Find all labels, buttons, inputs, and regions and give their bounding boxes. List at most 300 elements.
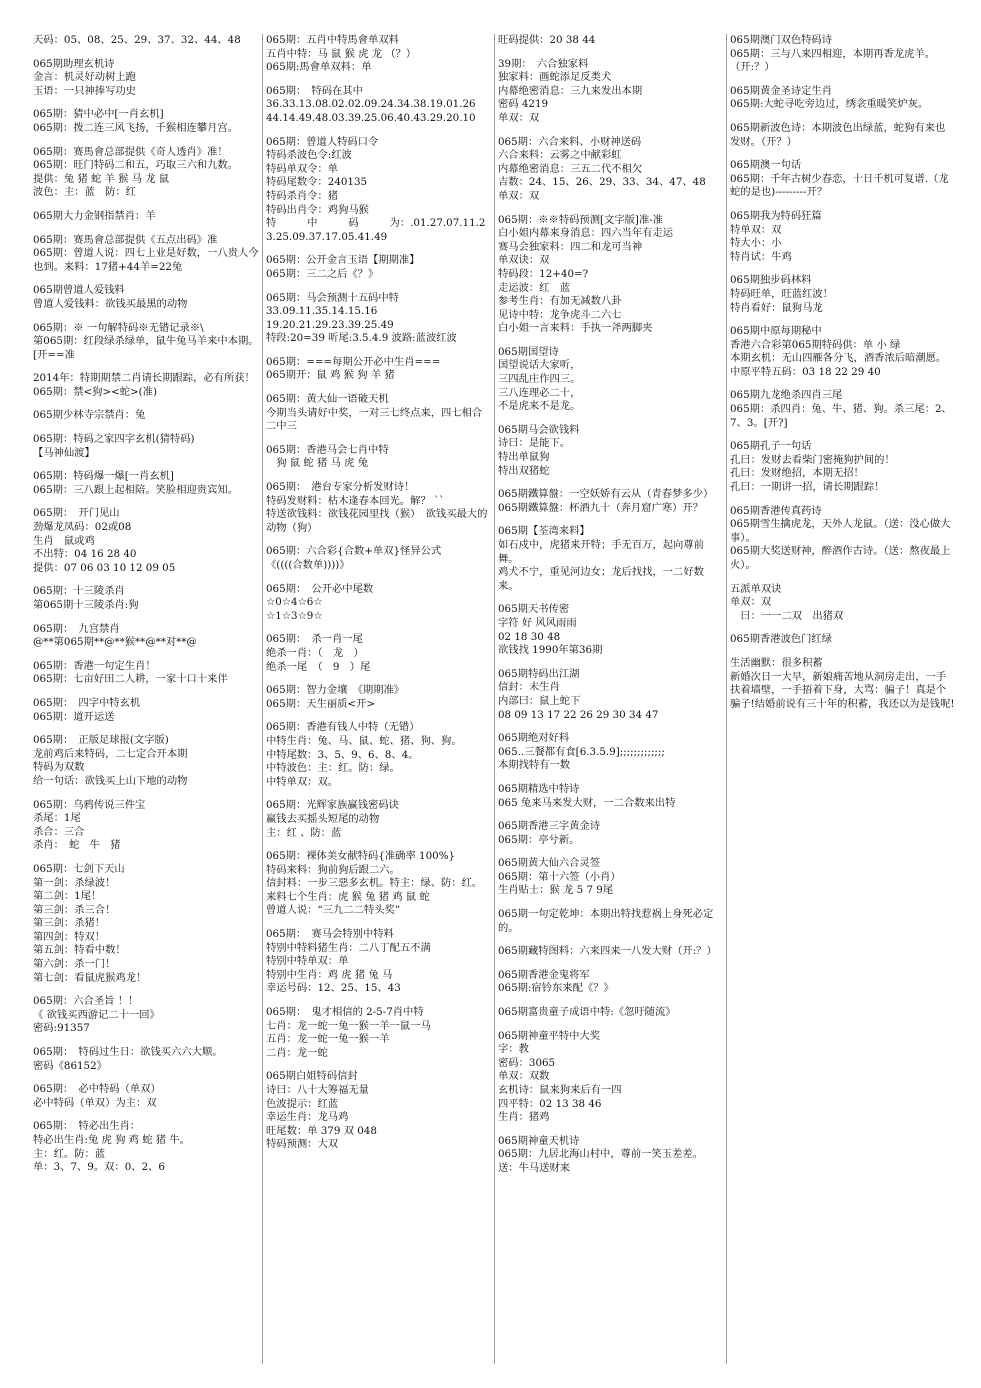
text-line: 单双：双数 — [498, 1070, 550, 1083]
text-block — [498, 34, 723, 48]
text-line: 065期大奖送财神，醉酒作古诗。（送：熬夜最上火）。 — [730, 545, 951, 571]
text-column — [494, 34, 726, 1364]
text-line: 金言：机灵好动树上跑 — [33, 71, 136, 84]
text-block — [498, 945, 723, 959]
text-line: 065期：光辉家族赢钱密码诀 — [266, 799, 399, 812]
text-line: 五派单双诀 — [730, 582, 782, 595]
text-line: 065期少林寺宗禁肖：兔 — [33, 409, 146, 422]
text-block — [730, 122, 955, 149]
text-block — [266, 545, 491, 572]
text-line: 特出单鼠狗 — [498, 451, 550, 464]
text-line: 065期：特码之家四字玄机(猜特码) — [33, 433, 195, 446]
text-line: 波色：主：蓝 防：红 — [33, 186, 136, 199]
text-line: 特大小：小 — [730, 237, 782, 250]
text-line: 幸运生肖：龙马鸡 — [266, 1111, 349, 1124]
text-line: 065期独步码林料 — [730, 274, 812, 287]
text-line: 065期：杀四肖：兔、牛、猪、狗。杀三尾：2、7、3。[开?] — [730, 403, 952, 429]
text-line: 065期：天生丽质<开> — [266, 697, 375, 710]
text-line: 杀合：三合 — [33, 825, 85, 838]
text-line: 065期： 杀一肖一尾 — [266, 633, 363, 646]
text-line: 39期： 六合独家料 — [498, 57, 589, 70]
text-block — [498, 668, 723, 722]
text-line: 065期：十三陵杀肖 — [33, 585, 125, 598]
text-block — [498, 1006, 723, 1020]
text-line: 065期：※ 一句解特码※无错记录※\ — [33, 321, 204, 334]
text-line: 单双：双 — [498, 189, 540, 202]
text-line: 单：3、7、9。双：0、2、6 — [33, 1161, 165, 1174]
text-line: 065期马会欲钱料 — [498, 423, 580, 436]
text-line: 特别中生肖：鸡 虎 猪 兔 马 — [266, 968, 393, 981]
text-line: 065期：香港马会七肖中特 — [266, 443, 389, 456]
text-line: 特段:20=39 听尾:3.5.4.9 波路:蓝波红波 — [266, 332, 457, 345]
text-line: 杀肖： 蛇 牛 猪 — [33, 839, 121, 852]
text-line: 065期鐵算盤：杯酒九十（奔月窟广寒）开？ — [498, 501, 703, 514]
text-block — [33, 108, 259, 135]
text-line: 香港六合彩第065期特码供：单 小 绿 — [730, 338, 901, 351]
text-line: 赛马会独家料：四二和龙可当神 — [498, 240, 643, 253]
text-line: 生肖：猪鸡 — [498, 1111, 550, 1124]
text-block — [498, 603, 723, 657]
text-line: 走运波：红 蓝 — [498, 281, 571, 294]
text-line: 如石戍中，虎猪来开特；手无百万，起向尊前舞。 — [498, 539, 704, 565]
text-line: 065期：曾道人说：四七上业是好数，一八贵人今也到。来料：17猪+44羊=22兔 — [33, 247, 259, 273]
text-line: 065期： 鬼才相信的 2-5-7肖中特 — [266, 1006, 424, 1019]
text-block — [266, 85, 491, 126]
text-line: 065期：※※特码预测[文字版]准-准 — [498, 213, 664, 226]
text-line: 065期白姐特码信封 — [266, 1070, 358, 1083]
text-line: 旺码提供：20 38 44 — [498, 34, 596, 46]
text-line: 065期【荃湾来料】 — [498, 525, 590, 538]
text-line: 中特单双：双。 — [266, 775, 339, 788]
text-line: 中特波色：主：红。防：绿。 — [266, 762, 400, 775]
text-line: 孔曰：发财绝招，本期无招！ — [730, 467, 864, 480]
text-line: 065期开：鼠 鸡 猴 狗 羊 猪 — [266, 369, 395, 382]
text-line: 第三剑：杀猪！ — [33, 917, 106, 930]
text-line: 特码来料：狗前狗后跟二六。 — [266, 863, 400, 876]
text-line: 特码杀波色令:红波 — [266, 149, 352, 162]
text-block — [266, 444, 491, 471]
text-line: 065期曾道人爱钱料 — [33, 284, 125, 297]
text-line: 绝杀一尾 （ 9 ）尾 — [266, 660, 371, 673]
text-block — [266, 254, 491, 281]
text-line: 《((((合数单))))》 — [266, 559, 350, 571]
text-line: 信封料：一步三惡多玄机。特主：绿、防：红。 — [266, 877, 483, 890]
text-block — [266, 292, 491, 346]
text-block — [33, 210, 259, 224]
text-line: 44.14.49.48.03.39.25.06.40.43.29.20.10 — [266, 111, 476, 124]
text-line: 六合来料：云雾之中献彩虹 — [498, 149, 622, 162]
text-line: 主：红 、防：蓝 — [266, 826, 342, 839]
text-line: 特码发财料：枯木逢春本回光。解？ `` — [266, 494, 445, 507]
text-line: 三八连理必二十， — [498, 386, 581, 399]
text-line: 065期天书传密 — [498, 603, 570, 616]
text-line: 065期： 特码过生日：欲钱买六六大顺。 — [33, 1046, 223, 1059]
text-line: ☆1☆3☆9☆ — [266, 609, 323, 622]
text-line: 19.20.21.29.23.39.25.49 — [266, 318, 394, 331]
text-line: 五肖：龙一蛇一兔一猴一羊 — [266, 1033, 390, 1046]
text-line: 065期：道开运送 — [33, 710, 115, 723]
text-line: 特肖看好：鼠狗马龙 — [730, 301, 823, 314]
text-block — [498, 214, 723, 336]
text-block — [730, 274, 955, 315]
text-line: 特码预测：大双 — [266, 1138, 339, 1151]
text-block — [266, 928, 491, 996]
text-line: 特码杀肖令：猪 — [266, 189, 339, 202]
text-line: 065期：公开金言玉语【期期准】 — [266, 254, 420, 267]
text-line: 见诗中特：龙争虎斗二六七 — [498, 308, 622, 321]
text-block — [33, 34, 259, 48]
text-block — [498, 783, 723, 810]
text-block — [33, 322, 259, 363]
text-block — [266, 583, 491, 624]
text-line: 特码尾数令：240135 — [266, 176, 368, 189]
text-line: 065期：七剑下天山 — [33, 862, 125, 875]
text-block — [266, 393, 491, 434]
text-line: 065期澳一句话 — [730, 159, 802, 172]
text-block — [266, 1006, 491, 1060]
text-line: 特送欲钱料：欲钱花园里找（猴） 欲钱买最大的动物（狗） — [266, 508, 488, 534]
text-block — [498, 908, 723, 935]
text-line: 五肖中特：马 鼠 猴 虎 龙 （？） — [266, 47, 417, 60]
text-line: 中特生肖：兔、马、鼠、蛇、猪、狗、狗。 — [266, 734, 462, 747]
text-line: 065期：赛馬會总部提供《奇人透肖》准！ — [33, 145, 228, 158]
text-line: 065期：七亩好田二人耕，一家十口十来伴 — [33, 673, 228, 686]
text-line: 065期：香港一句定生肖！ — [33, 659, 156, 672]
text-block — [266, 34, 491, 75]
text-block — [33, 585, 259, 612]
text-line: 中原平特五码：03 18 22 29 40 — [730, 365, 881, 378]
text-line: 给一句话：欲钱买上山下地的动物 — [33, 774, 188, 787]
text-block — [498, 1030, 723, 1125]
text-block — [33, 470, 259, 497]
text-line: 065期：三与八来四相迎，本期再香龙虎羊。（开:？） — [730, 47, 935, 74]
text-line: 065期： 赛马会特别中特料 — [266, 928, 394, 941]
text-line: 第二剑：1尾！ — [33, 890, 102, 903]
text-block — [498, 732, 723, 773]
text-line: 065期新波色诗：本期波色出绿蓝，蛇狗有来也发财。（开？） — [730, 121, 946, 148]
text-line: 吉数：24、15、26、29、33、34、47、48 — [498, 176, 706, 189]
text-block — [266, 136, 491, 245]
text-line: 065期： 九宫禁肖 — [33, 622, 120, 635]
text-block — [730, 325, 955, 379]
text-block — [498, 136, 723, 204]
text-line: 065..三餐都有食[6.3.5.9];;;;;;;;;;;;; — [498, 745, 665, 758]
text-line: 生肖贴士：猴 龙 5 7 9尾 — [498, 884, 614, 897]
text-block — [266, 481, 491, 535]
text-line: 065期：六合来料、小财神送码 — [498, 135, 642, 148]
text-line: 单双诀：双 — [498, 254, 550, 267]
text-line: ☆0☆4☆6☆ — [266, 596, 323, 609]
text-block — [498, 525, 723, 593]
text-line: 龙前鸡后来特码，二七定合开本期 — [33, 747, 188, 760]
text-block — [33, 623, 259, 650]
text-line: 第065期：红段绿杀绿单，鼠牛兔马羊来中本期。[开==准 — [33, 335, 259, 361]
text-line: 065期：===每期公开必中生肖=== — [266, 355, 441, 368]
text-block — [33, 146, 259, 200]
text-line: 065期中原每期秘中 — [730, 325, 822, 338]
text-line: 【马神仙渡】 — [33, 446, 95, 459]
text-line: 065期：裸体美女献特码{准确率 100%} — [266, 850, 456, 863]
text-line: 065期黄金圣诗定生肖 — [730, 84, 833, 97]
text-line: 密码《86152》 — [33, 1059, 107, 1072]
text-line: 特码出肖令：鸡狗马猴 — [266, 203, 369, 216]
text-block — [498, 820, 723, 847]
text-line: 必中特码（单双）为主：双 — [33, 1096, 157, 1109]
text-line: 065期鐵算盤：一空妖娇有云从（青春梦多少） — [498, 488, 714, 501]
text-line: 孔曰：发财去看柴门密掩狗护间的！ — [730, 453, 895, 466]
text-line: 特肖试：牛鸡 — [730, 250, 792, 263]
text-block — [266, 1070, 491, 1152]
text-line: 065期：五肖中特馬會单双料 — [266, 34, 399, 46]
text-line: 杀尾：1尾 — [33, 812, 81, 825]
text-block — [33, 1083, 259, 1110]
text-block — [33, 863, 259, 985]
newspaper-page — [30, 34, 960, 1364]
text-line: 065期大力金钢指禁肖：羊 — [33, 209, 156, 222]
text-block — [498, 1135, 723, 1176]
text-line: 36.33.13.08.02.02.09.24.34.38.19.01.26 — [266, 98, 476, 111]
text-block — [33, 799, 259, 853]
text-line: 本期找特有一数 — [498, 759, 571, 772]
text-line: 065 兔来马来发大财，一二合数来出特 — [498, 796, 676, 809]
text-line: 内幕绝密消息：三九来发出本期 — [498, 84, 643, 97]
text-line: 065期： 正版足球报(文字版) — [33, 734, 169, 747]
text-line: 065期： 特码在其中 — [266, 84, 363, 97]
text-line: 字符 好 风风雨雨 — [498, 616, 577, 629]
text-column — [30, 34, 262, 1364]
text-line: 单双：双 — [730, 596, 772, 609]
text-line: 065期香港三字黄金诗 — [498, 820, 601, 833]
text-line: 四平特：02 13 38 46 — [498, 1097, 602, 1110]
text-block — [730, 583, 955, 624]
text-block — [33, 372, 259, 399]
text-line: 33.09.11.35.14.15.16 — [266, 305, 378, 318]
text-block — [33, 507, 259, 575]
text-line: 密码 4219 — [498, 98, 549, 111]
text-line: 065期：千年古树少春恋，十日千机可复谱.（龙蛇的是也)---------开？ — [730, 172, 949, 199]
text-line: 065期特码出江湖 — [498, 667, 580, 680]
text-block — [730, 34, 955, 75]
text-block — [498, 969, 723, 996]
text-block — [33, 284, 259, 311]
text-line: 曰：一一二双 出猪双 — [730, 609, 844, 622]
text-line: @**第065期**@**猴**@**对**@ — [33, 636, 197, 649]
text-line: 孔曰：一期讲一招，请长期跟踪！ — [730, 481, 885, 494]
text-line: 生活幽默：很多积蓄 — [730, 656, 823, 669]
text-line: 065期：九居北海山村中，尊前一笑玉差差。 送：牛马送财来 — [498, 1148, 709, 1174]
text-line: 065期：猜中必中[一肖玄机] — [33, 108, 164, 121]
text-line: 065期我为特码狂篇 — [730, 209, 822, 222]
text-line: 七肖：龙一蛇一兔一猴一羊一鼠一马 — [266, 1019, 431, 1032]
text-line: 玉语：一只神捧写功史 — [33, 84, 136, 97]
text-line: 劲爆龙凤码：02或08 — [33, 521, 132, 534]
text-line: 新婚次日一大早，新娘痛苦地从洞房走出，一手扶着墙壁，一手捂着下身，大骂：骗子！真是个骗子!结婚前说有三十年的积蓄，我还以为是钱呢! — [730, 670, 955, 710]
text-block — [266, 721, 491, 789]
text-line: 065期精选中特诗 — [498, 782, 580, 795]
text-line: 绝杀一肖：（ 龙 ） — [266, 646, 364, 659]
text-line: 不出特：04 16 28 40 — [33, 548, 137, 561]
text-line: 065期：亭兮新。 — [498, 833, 580, 846]
text-line: 单双：双 — [498, 111, 540, 124]
text-block — [266, 356, 491, 383]
text-line: 特码为双数 — [33, 761, 85, 774]
text-line: 065期一句定乾坤：本期出特找惹祸上身死必定的。 — [498, 908, 714, 934]
text-block — [33, 58, 259, 99]
text-line: 065期香港波色门红绿 — [730, 633, 833, 646]
text-line: 提供：07 06 03 10 12 09 05 — [33, 561, 176, 574]
text-line: 065期： 公开必中尾数 — [266, 582, 374, 595]
text-block — [33, 409, 259, 423]
text-line: 特 中 码 为：.01.27.07.11.23.25.09.37.17.05.41.49 — [266, 217, 486, 243]
text-block — [33, 1120, 259, 1174]
text-line: 第065期十三陵杀肖:狗 — [33, 599, 139, 611]
text-line: 曾道人爱钱料：欲钱买最黑的动物 — [33, 297, 188, 310]
text-line: 特别中特料猪生肖：二八丁配五不满 — [266, 941, 431, 954]
text-line: 065期：三八跟上起相陪。笑脸相迎贵宾知。 — [33, 483, 238, 496]
text-line: 幸运号码：12、25、15、43 — [266, 982, 401, 995]
text-line: 2014年：特期期禁二肖请长期跟踪，必有所获！ — [33, 372, 255, 385]
text-line: 065期香港金鬼将军 — [498, 968, 590, 981]
text-line: 狗 鼠 蛇 猪 马 虎 兔 — [266, 457, 369, 470]
text-block — [498, 346, 723, 414]
text-line: 提供：兔 猪 蛇 羊 猴 马 龙 鼠 — [33, 172, 170, 185]
text-line: 特码单双令：单 — [266, 162, 339, 175]
text-block — [498, 58, 723, 126]
text-block — [730, 505, 955, 573]
text-line: 065期： 开门见山 — [33, 507, 120, 520]
text-line: 065期国望诗 — [498, 345, 559, 358]
text-block — [33, 433, 259, 460]
text-line: 065期藏特图料：六来四来一八发大财（开:？） — [498, 945, 717, 958]
text-block — [730, 210, 955, 264]
text-line: 特码旺单，旺蓝红波！ — [730, 287, 833, 300]
text-line: 065期九龙绝杀四肖三尾 — [730, 389, 843, 402]
text-line: 065期黄大仙六合灵签 — [498, 857, 601, 870]
text-line: 鸡犬不宁，重见河边女；龙后找找，一二好数来。 — [498, 566, 704, 592]
text-line: 065期：特码爆一爆[一肖玄机] — [33, 470, 174, 483]
text-block — [33, 697, 259, 724]
text-line: 第五剑：特看中数！ — [33, 944, 126, 957]
text-line: 信封：未生肖 — [498, 681, 560, 694]
text-line: 065期雪生擒虎龙，天外人龙鼠。（送：没心做大事）。 — [730, 518, 951, 544]
text-line: 065期孔子一句话 — [730, 440, 812, 453]
text-line: 生肖 鼠或鸡 — [33, 534, 95, 547]
text-line: 白小姐内幕来身消息：四六当年有走运 — [498, 227, 674, 240]
text-line: 065期： 港台专家分析发财诗！ — [266, 481, 415, 494]
text-line: 诗曰：是能下。 — [498, 437, 571, 450]
text-block — [730, 389, 955, 430]
text-line: 曾道人说：“三九二二特头奖” — [266, 904, 401, 917]
text-line: 来料七个生肖：虎 猴 兔 猪 鸡 鼠 蛇 — [266, 890, 430, 903]
text-line: 065期： 必中特码（单双） — [33, 1083, 161, 1096]
text-block — [730, 159, 955, 200]
text-block — [33, 734, 259, 788]
text-line: 特别中特单双：单 — [266, 955, 349, 968]
text-line: 本期玄机：无山四雁各分飞，酒香浓后暗潮愿。 — [730, 352, 947, 365]
text-block — [266, 799, 491, 840]
text-block — [33, 995, 259, 1036]
text-line: 不是虎来不是龙。 — [498, 400, 581, 413]
text-block — [266, 850, 491, 918]
text-line: 065期香港传真药诗 — [730, 504, 822, 517]
text-line: 065期神童天机诗 — [498, 1134, 580, 1147]
text-block — [33, 660, 259, 687]
text-line: 065期：拨二连三风飞扬，千猴相连攀月宫。 — [33, 121, 238, 134]
text-line: 第六剑：杀一门！ — [33, 958, 116, 971]
text-line: 065期：第十六签（小肖） — [498, 870, 621, 883]
text-line: 第四剑：特双！ — [33, 930, 106, 943]
text-line: 特单双：双 — [730, 223, 782, 236]
text-line: 今期当头请好中奖，一对三七终点来，四七相合二中三 — [266, 406, 483, 433]
text-block — [730, 657, 955, 711]
text-line: 参考生肖：有加无减数八卦 — [498, 295, 622, 308]
text-line: 赢钱去买摇头短尾的动物 — [266, 812, 380, 825]
text-line: 主：红。防：蓝 — [33, 1147, 106, 1160]
text-line: 065期:馬會单双料：单 — [266, 61, 372, 74]
text-line: 065期：黄大仙一语破天机 — [266, 393, 389, 406]
text-line: 国望说话大家听， — [498, 359, 581, 372]
text-line: 065期神童平特中大奖 — [498, 1029, 601, 1042]
text-line: 特出双猪蛇 — [498, 464, 550, 477]
text-line: 二肖：龙一蛇 — [266, 1046, 328, 1059]
text-line: 08 09 13 17 22 26 29 30 34 47 — [498, 708, 659, 721]
text-block — [498, 488, 723, 515]
text-block — [730, 633, 955, 647]
text-line: 065期绝对好料 — [498, 732, 570, 745]
text-line: 三四乱庄作四三。 — [498, 373, 581, 386]
text-line: 《 欲钱买西游记二十一回》 — [33, 1008, 160, 1021]
text-line: 065期：三二之后《？》 — [266, 267, 379, 280]
text-line: 065期：乌鸦传说三件宝 — [33, 798, 146, 811]
text-column — [726, 34, 958, 1364]
text-block — [266, 633, 491, 674]
text-line: 065期：香港有钱人中特（无错） — [266, 721, 420, 734]
text-block — [33, 234, 259, 275]
text-line: 02 18 30 48 — [498, 630, 561, 643]
text-line: 065期：赛馬會总部提供《五点出码》准 — [33, 233, 218, 246]
text-line: 字：教 — [498, 1043, 529, 1056]
text-line: 旺尾数：单 379 双 048 — [266, 1124, 377, 1137]
text-line: 065期：六合圣旨 ！！ — [33, 995, 139, 1008]
text-line: 中特尾数：3、5、9、6、8、4。 — [266, 748, 419, 761]
text-line: 特码段：12+40=? — [498, 267, 589, 280]
text-block — [33, 1046, 259, 1073]
text-line: 065期：曾道人特码口令 — [266, 135, 379, 148]
text-line: 欲钱找 1990年第36期 — [498, 644, 603, 657]
text-line: 独家料：画蛇添足反类犬 — [498, 71, 612, 84]
text-block — [730, 440, 955, 494]
text-line: 065期： 四字中特玄机 — [33, 696, 141, 709]
text-line: 玄机诗：鼠来狗来后有一四 — [498, 1084, 622, 1096]
text-line: 065期：六合彩{合数+单双}怪异公式 — [266, 545, 442, 558]
text-line: 密码：3065 — [498, 1056, 556, 1069]
text-line: 065期：智力金壤 《期期准》 — [266, 684, 405, 697]
text-line: 第三剑：杀三合！ — [33, 903, 116, 916]
text-block — [266, 684, 491, 711]
text-line: 天码：05、08、25、29、37、32、44、48 — [33, 34, 241, 46]
text-line: 065期澳门双色特码诗 — [730, 34, 833, 46]
text-line: 第一剑：杀绿波！ — [33, 876, 116, 889]
text-line: 065期:大蛇寻吃旁边过，绣衾重暖笑炉灰。 — [730, 98, 929, 111]
text-line: 内部曰：鼠上蛇下 — [498, 694, 581, 707]
text-line: 065期助理玄机诗 — [33, 57, 115, 70]
text-block — [498, 424, 723, 478]
text-line: 065期富贵童子成语中特:《忽吁随流》 — [498, 1006, 676, 1019]
text-line: 色波提示：红蓝 — [266, 1097, 339, 1110]
text-column — [262, 34, 494, 1364]
text-line: 特必出生肖:兔 虎 狗 鸡 蛇 猪 牛。 — [33, 1134, 190, 1146]
text-line: 065期：马会预测十五码中特 — [266, 291, 399, 304]
